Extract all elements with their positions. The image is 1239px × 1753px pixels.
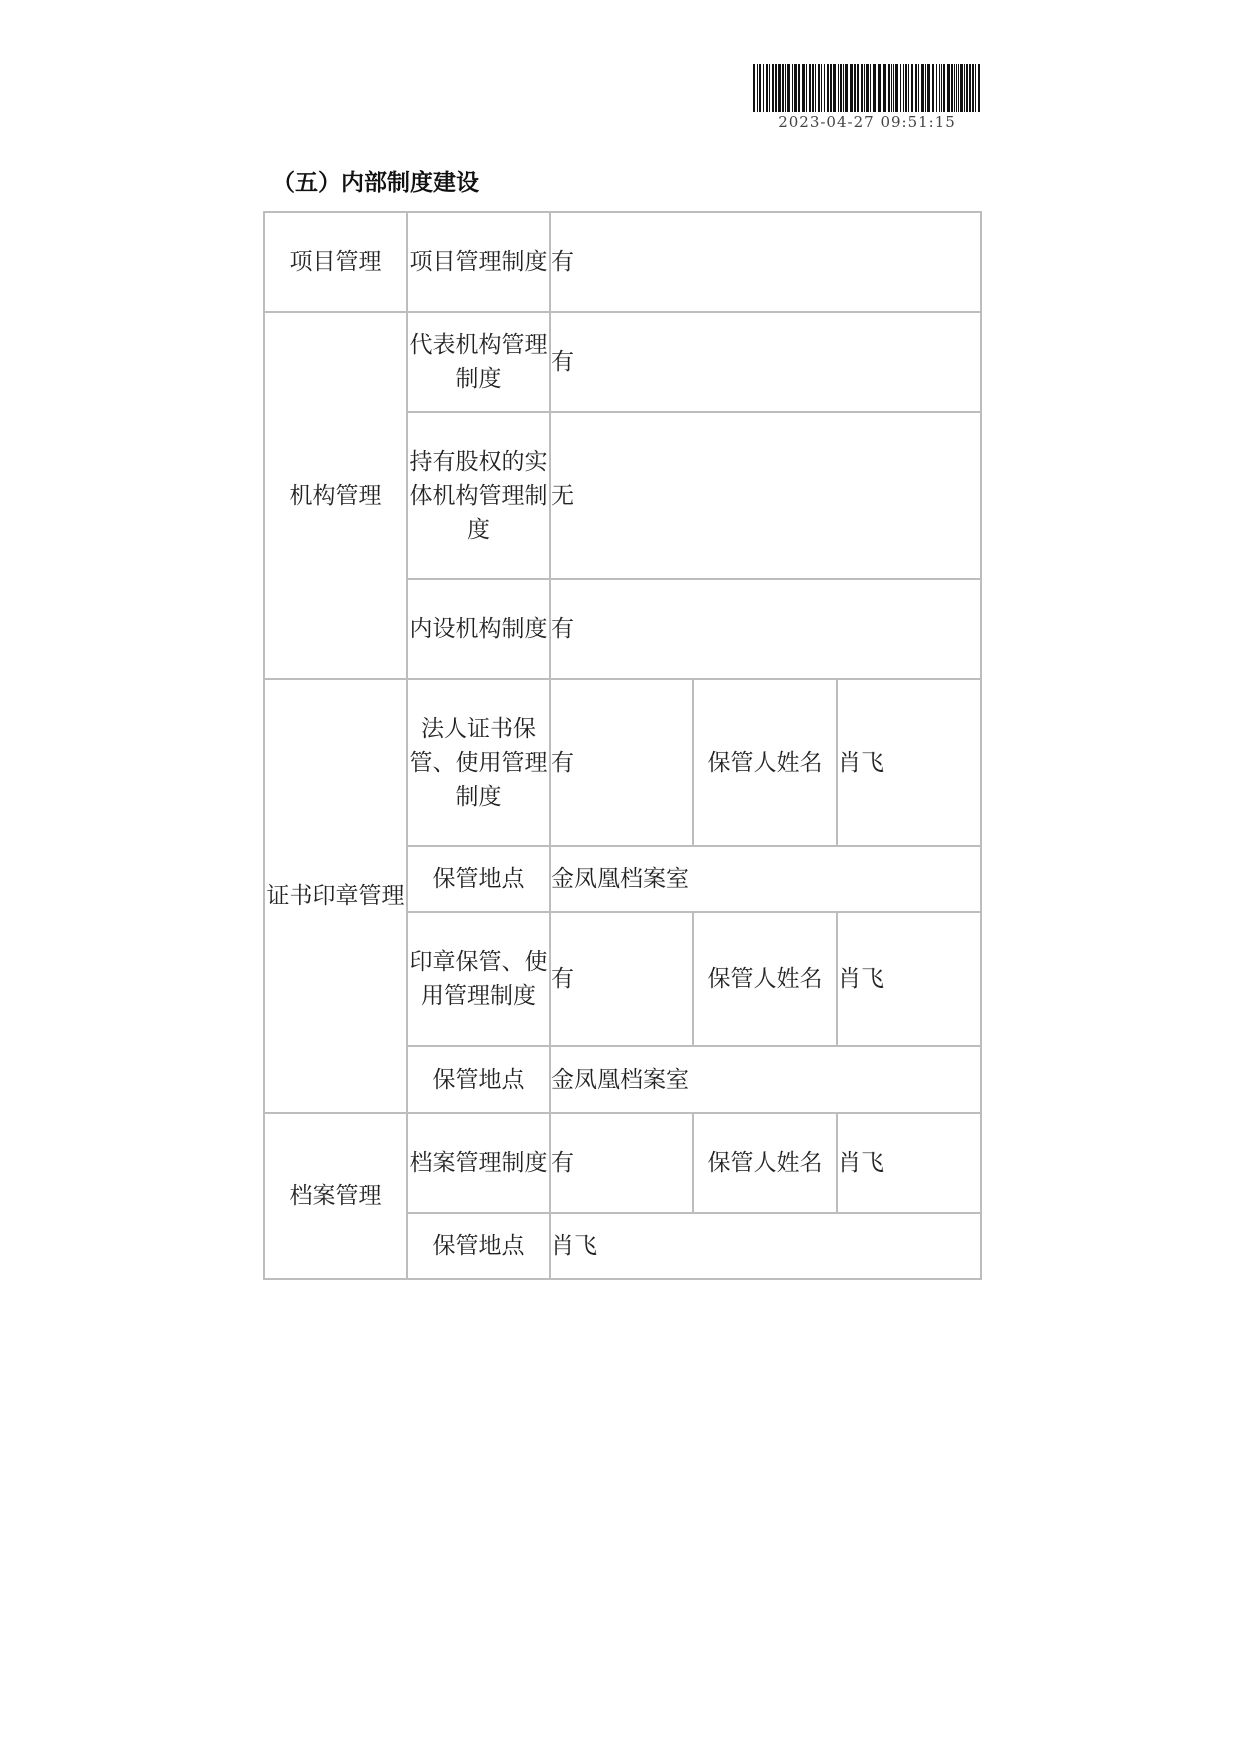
label-archive-location: 保管地点 [407,1213,550,1279]
category-project-management: 项目管理 [264,212,407,312]
item-rep-org-system: 代表机构管理制度 [407,312,550,412]
item-seal-system: 印章保管、使用管理制度 [407,912,550,1046]
internal-system-table [263,211,982,1280]
label-seal-keeper: 保管人姓名 [693,912,837,1046]
category-cert-seal-management: 证书印章管理 [264,679,407,1113]
section-title: （五）内部制度建设 [272,170,479,196]
value-equity-entity-system: 无 [550,412,981,579]
category-org-management: 机构管理 [264,312,407,679]
value-legal-cert-location: 金凤凰档案室 [550,846,981,912]
value-archive-location: 肖飞 [550,1213,981,1279]
label-legal-cert-location: 保管地点 [407,846,550,912]
item-archive-system: 档案管理制度 [407,1113,550,1213]
value-archive-keeper: 肖飞 [837,1113,981,1213]
table-row [264,212,981,312]
value-seal-keeper: 肖飞 [837,912,981,1046]
label-legal-cert-keeper: 保管人姓名 [693,679,837,846]
label-archive-keeper: 保管人姓名 [693,1113,837,1213]
value-seal-system: 有 [550,912,693,1046]
category-archive-management: 档案管理 [264,1113,407,1279]
item-equity-entity-system: 持有股权的实体机构管理制度 [407,412,550,579]
value-legal-cert-system: 有 [550,679,693,846]
table-row [264,312,981,412]
barcode-timestamp: 2023-04-27 09:51:15 [778,113,956,131]
item-internal-org-system: 内设机构制度 [407,579,550,679]
item-project-management-system: 项目管理制度 [407,212,550,312]
label-seal-location: 保管地点 [407,1046,550,1113]
table-row [264,679,981,846]
value-internal-org-system: 有 [550,579,981,679]
barcode [753,64,981,112]
value-archive-system: 有 [550,1113,693,1213]
table-row [264,1113,981,1213]
item-legal-cert-system: 法人证书保管、使用管理制度 [407,679,550,846]
value-legal-cert-keeper: 肖飞 [837,679,981,846]
value-project-management-system: 有 [550,212,981,312]
value-seal-location: 金凤凰档案室 [550,1046,981,1113]
value-rep-org-system: 有 [550,312,981,412]
